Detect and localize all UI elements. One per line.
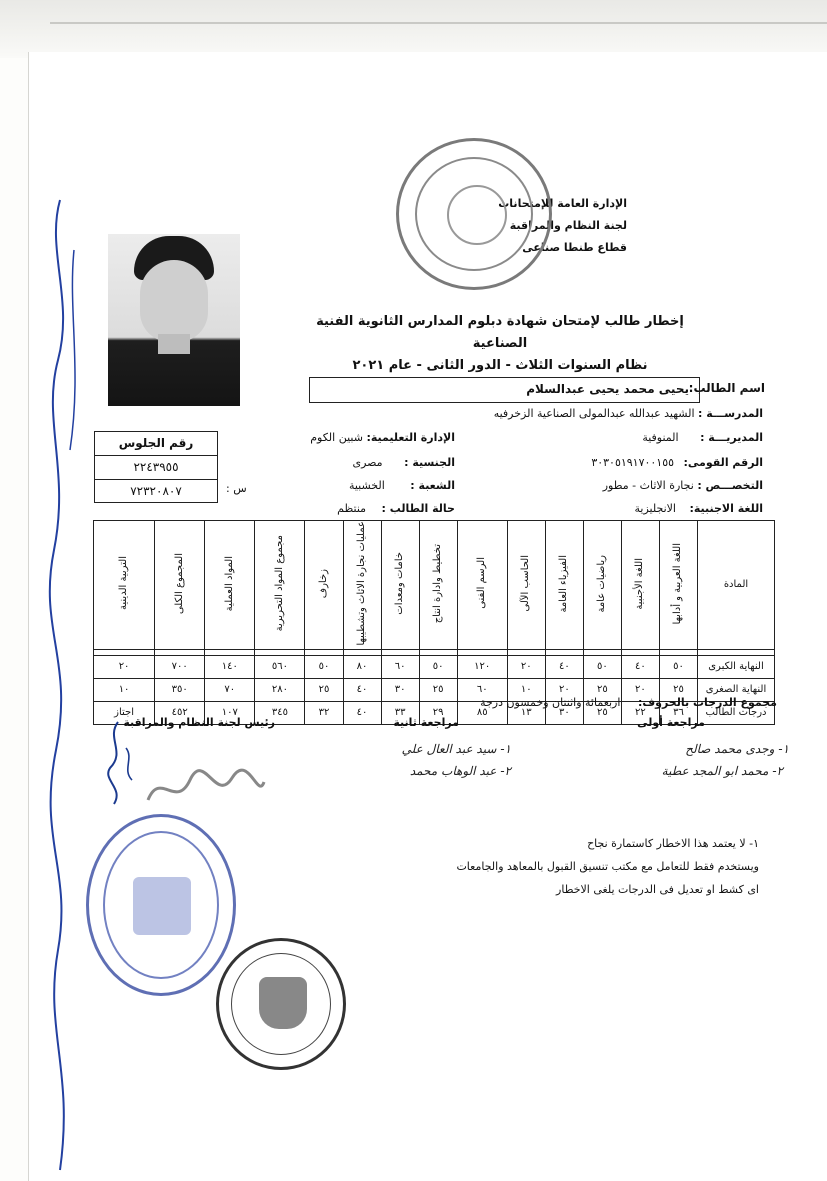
subject-col: التربية الدينية bbox=[94, 521, 155, 650]
grade-cell: ٢٩ bbox=[419, 701, 457, 724]
nationality-field bbox=[352, 456, 455, 469]
grade-cell: ٢٥ bbox=[583, 701, 621, 724]
note-line-3: اى كشط او تعديل فى الدرجات يلغى الاخطار bbox=[556, 883, 759, 896]
scan-top-band bbox=[0, 0, 827, 58]
handwritten-signature-head bbox=[96, 718, 140, 810]
national-id-label: الرقم القومى: bbox=[683, 456, 763, 469]
subject-header-cell: المادة bbox=[698, 521, 775, 650]
grade-cell: ٥٦٠ bbox=[255, 655, 305, 678]
title-line-2: نظام السنوات الثلاث - الدور الثانى - عام ٢٠٢١ bbox=[352, 358, 648, 373]
school-value: الشهيد عبدالله عبدالمولى الصناعية الزخرفيه bbox=[493, 407, 695, 420]
grade-cell: ٦٠ bbox=[381, 655, 419, 678]
directorate-label: المديريـــة : bbox=[700, 431, 763, 444]
row-label: النهاية الكبرى bbox=[698, 655, 775, 678]
row-label: درجات الطالب bbox=[698, 701, 775, 724]
subject-col: اللغة الأجنبية bbox=[621, 521, 659, 650]
grade-cell: ١٢٠ bbox=[457, 655, 507, 678]
grade-cell: ٢٥ bbox=[583, 678, 621, 701]
grade-cell: ٤٥٢ bbox=[155, 701, 205, 724]
note-line-1: ١- لا يعتمد هذا الاخطار كاستمارة نجاح bbox=[587, 837, 759, 850]
subject-col: مجموع المواد التحريرية bbox=[255, 521, 305, 650]
national-id-field bbox=[591, 456, 763, 469]
issuer-line-1: الإدارة العامة للإمتحانات bbox=[498, 197, 627, 210]
committee-head-heading: رئيس لجنة النظام والمراقبة bbox=[123, 716, 275, 729]
language-field bbox=[634, 502, 763, 515]
grade-cell: ٧٠٠ bbox=[155, 655, 205, 678]
subjects-header-row bbox=[94, 521, 775, 650]
second-review-signature-1: ١- سيد عبد العال علي bbox=[401, 742, 511, 756]
status-label: حالة الطالب : bbox=[381, 502, 455, 515]
grade-cell: ٥٠ bbox=[659, 655, 697, 678]
school-field bbox=[494, 407, 763, 420]
specialization-label: التخصـــص : bbox=[697, 479, 763, 492]
grade-cell: ٣٠ bbox=[545, 701, 583, 724]
seat-number-label: رقم الجلوس bbox=[95, 432, 217, 456]
grade-cell: ٤٠ bbox=[343, 678, 381, 701]
document-title bbox=[300, 311, 700, 377]
grade-cell: ٢٠ bbox=[507, 655, 545, 678]
grade-cell: ٢٢ bbox=[621, 701, 659, 724]
grade-cell: ٦٠ bbox=[457, 678, 507, 701]
national-id-value: ٣٠٣٠٥١٩١٧٠٠١٥٥ bbox=[591, 456, 675, 469]
seat-number-box bbox=[94, 431, 218, 503]
grade-cell: ٥٠ bbox=[305, 655, 343, 678]
handwritten-margin-note bbox=[30, 190, 90, 1180]
total-in-words bbox=[480, 696, 777, 709]
handwritten-initials bbox=[140, 760, 270, 820]
serial-label: س : bbox=[226, 482, 247, 495]
second-review-signature-2: ٢- عبد الوهاب محمد bbox=[409, 764, 511, 778]
status-field bbox=[337, 502, 455, 515]
row-label: النهاية الصغرى bbox=[698, 678, 775, 701]
admin-value: شبين الكوم bbox=[310, 431, 363, 444]
subject-col: رياضيات عامة bbox=[583, 521, 621, 650]
name-label: اسم الطالب: bbox=[688, 381, 765, 395]
nationality-label: الجنسية : bbox=[404, 456, 455, 469]
second-review-heading: مراجعة ثانية bbox=[393, 716, 459, 729]
grade-cell: ٤٠ bbox=[621, 655, 659, 678]
admin-label: الإدارة التعليمية: bbox=[366, 431, 455, 444]
specialization-field bbox=[603, 479, 763, 492]
admin-field bbox=[310, 431, 455, 444]
grade-cell: ٣٢ bbox=[305, 701, 343, 724]
grade-cell: ٢٠ bbox=[545, 678, 583, 701]
subject-col: اللغة العربية و أدابها bbox=[659, 521, 697, 650]
specialization-value: نجارة الاثاث - مطور bbox=[602, 479, 694, 492]
max-marks-row bbox=[94, 655, 775, 678]
grade-cell: ١٠٧ bbox=[205, 701, 255, 724]
grade-cell: ٣٦ bbox=[659, 701, 697, 724]
grade-cell: ٢٥ bbox=[419, 678, 457, 701]
branch-label: الشعبة : bbox=[410, 479, 455, 492]
notes-block bbox=[456, 832, 759, 901]
subject-col: زخارف bbox=[305, 521, 343, 650]
eagle-official-stamp bbox=[216, 938, 346, 1070]
serial-value: ٧٢٣٢٠٨٠٧ bbox=[130, 484, 182, 498]
nationality-value: مصرى bbox=[352, 456, 383, 469]
first-review-heading: مراجعة أولى bbox=[637, 716, 705, 729]
language-label: اللغة الاجنبية: bbox=[689, 502, 763, 515]
grade-cell: ٢٠ bbox=[94, 655, 155, 678]
grade-cell: ٥٠ bbox=[419, 655, 457, 678]
subject-col: تخطيط وادارة انتاج bbox=[419, 521, 457, 650]
grade-cell: اجتاز bbox=[94, 701, 155, 724]
grade-cell: ٢٥ bbox=[305, 678, 343, 701]
language-value: الانجليزية bbox=[634, 502, 676, 515]
subject-col: المجموع الكلى bbox=[155, 521, 205, 650]
grade-cell: ٣٥٠ bbox=[155, 678, 205, 701]
subject-col: الفيزياء العامة bbox=[545, 521, 583, 650]
student-photo bbox=[108, 234, 240, 406]
subject-col: الرسم الفنى bbox=[457, 521, 507, 650]
subject-col: الحاسب الآلى bbox=[507, 521, 545, 650]
grade-cell: ١٤٠ bbox=[205, 655, 255, 678]
grade-cell: ١٠ bbox=[94, 678, 155, 701]
title-line-1: إخطار طالب لإمتحان شهادة دبلوم المدارس الثانوية الفنية الصناعية bbox=[316, 314, 684, 351]
subject-col: خامات ومعدات bbox=[381, 521, 419, 650]
status-value: منتظم bbox=[337, 502, 367, 515]
seat-number-value: ٢٢٤٣٩٥٥ bbox=[95, 456, 217, 480]
directorate-field bbox=[642, 431, 763, 444]
issuer-line-2: لجنة النظام والمراقبة bbox=[509, 219, 627, 232]
grade-cell: ٨٥ bbox=[457, 701, 507, 724]
grade-cell: ٥٠ bbox=[583, 655, 621, 678]
grade-cell: ٣٤٥ bbox=[255, 701, 305, 724]
total-words-label: مجموع الدرجات بالحروف: bbox=[637, 696, 777, 709]
subject-col: المواد العملية bbox=[205, 521, 255, 650]
student-name: يحيى محمد يحيى عبدالسلام bbox=[309, 377, 700, 403]
blue-official-stamp bbox=[86, 814, 236, 996]
grade-cell: ٣٣ bbox=[381, 701, 419, 724]
note-line-2: ويستخدم فقط للتعامل مع مكتب تنسيق القبول بالمعاهد والجامعات bbox=[456, 860, 759, 873]
branch-field bbox=[349, 479, 455, 492]
grade-cell: ٧٠ bbox=[205, 678, 255, 701]
total-words-value: اربعمائة واثنتان وخمسون درجة bbox=[480, 696, 621, 709]
directorate-value: المنوفية bbox=[642, 431, 679, 444]
grade-cell: ٨٠ bbox=[343, 655, 381, 678]
grade-cell: ٤٠ bbox=[545, 655, 583, 678]
grade-cell: ٢٥ bbox=[659, 678, 697, 701]
grade-cell: ٢٨٠ bbox=[255, 678, 305, 701]
issuer-line-3: قطاع طنطا صناعى bbox=[522, 241, 627, 254]
grade-cell: ٣٠ bbox=[381, 678, 419, 701]
branch-value: الخشبية bbox=[348, 479, 385, 492]
school-label: المدرســـة : bbox=[698, 407, 763, 420]
grades-table bbox=[93, 520, 775, 725]
circular-seal-top bbox=[396, 138, 552, 290]
grade-cell: ٢٠ bbox=[621, 678, 659, 701]
first-review-signature-2: ٢- محمد ابو المجد عطية bbox=[661, 764, 783, 778]
grade-cell: ١٣ bbox=[507, 701, 545, 724]
grade-cell: ١٠ bbox=[507, 678, 545, 701]
subject-col: عمليات نجارة الاثاث وتشطيبها bbox=[343, 521, 381, 650]
first-review-signature-1: ١- وجدى محمد صالح bbox=[685, 742, 789, 756]
grade-cell: ٤٠ bbox=[343, 701, 381, 724]
